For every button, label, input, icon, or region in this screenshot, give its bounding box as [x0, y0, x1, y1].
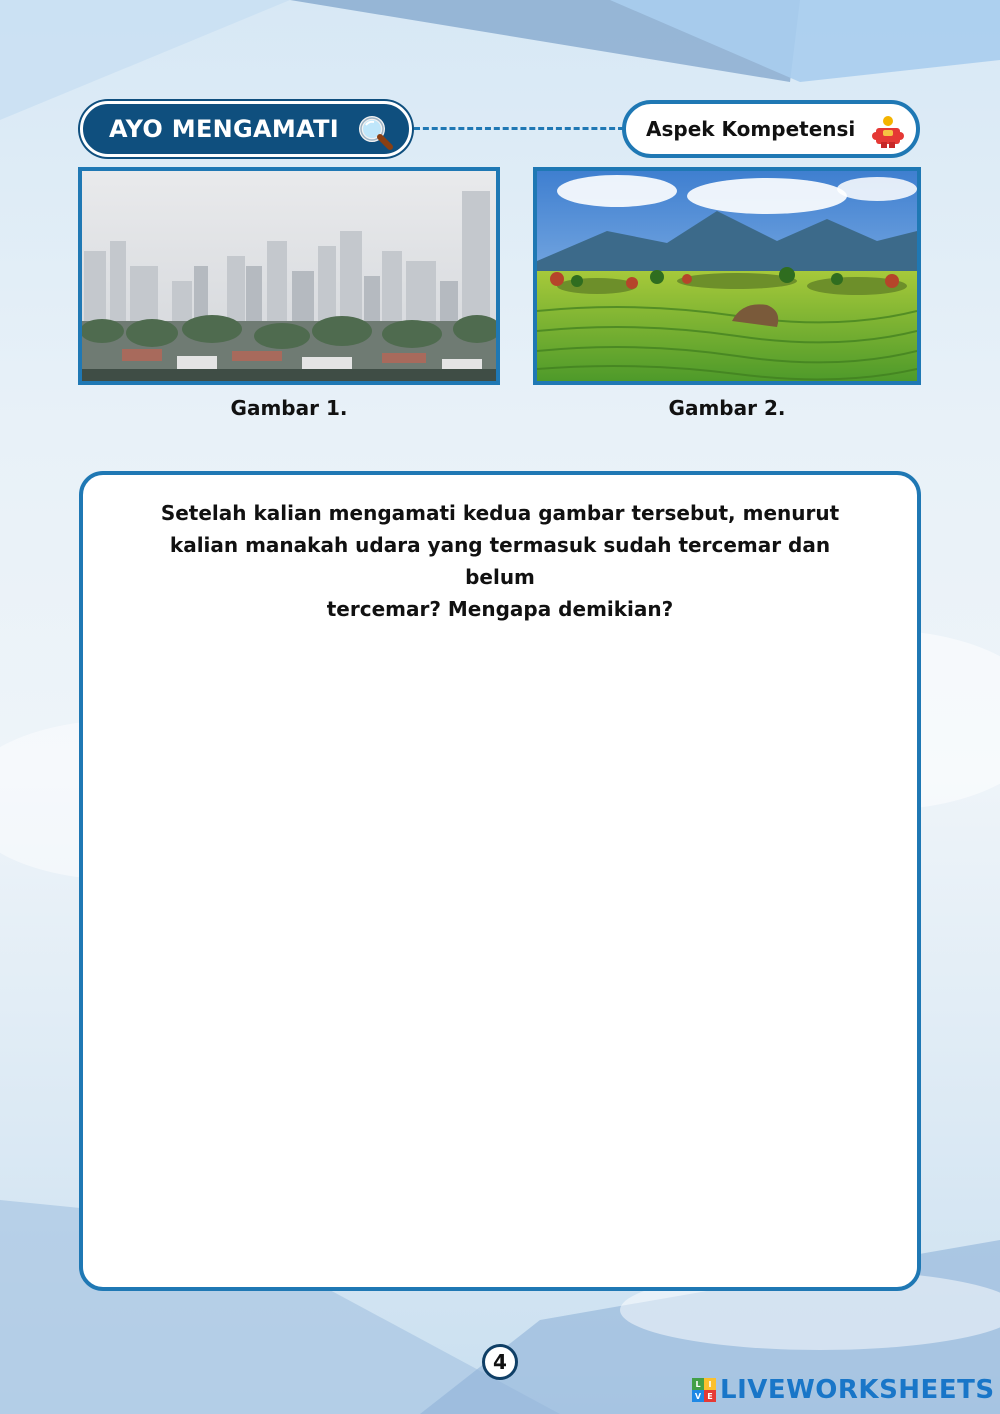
puzzle-person-icon — [870, 114, 906, 150]
image-caption-2: Gambar 2. — [668, 396, 786, 420]
competency-pill — [622, 100, 920, 158]
image-caption-1: Gambar 1. — [230, 396, 348, 420]
page-number: 4 — [482, 1344, 518, 1380]
hazy-city-illustration — [82, 171, 496, 381]
image-green-plantation — [533, 167, 921, 385]
green-landscape-illustration — [537, 171, 917, 381]
logo-letter: V — [692, 1390, 704, 1402]
header-connector-line — [414, 127, 624, 130]
question-text — [140, 497, 860, 625]
question-line: kalian manakah udara yang termasuk sudah tercemar dan belum — [169, 533, 831, 589]
liveworksheets-logo-icon — [692, 1378, 716, 1402]
activity-title: AYO MENGAMATI — [109, 115, 339, 143]
logo-letter: E — [704, 1390, 716, 1402]
competency-label: Aspek Kompetensi — [646, 117, 856, 141]
activity-header-pill — [80, 101, 412, 157]
brand-logo — [692, 1372, 995, 1408]
logo-letter: I — [704, 1378, 716, 1390]
logo-letter: L — [692, 1378, 704, 1390]
answer-input[interactable] — [110, 610, 894, 1264]
question-line: Setelah kalian mengamati kedua gambar tersebut, menurut — [160, 501, 840, 525]
question-line: tercemar? Mengapa demikian? — [326, 597, 674, 621]
magnifying-glass-icon — [355, 112, 395, 152]
brand-name: LIVEWORKSHEETS — [720, 1375, 995, 1405]
image-polluted-city — [78, 167, 500, 385]
